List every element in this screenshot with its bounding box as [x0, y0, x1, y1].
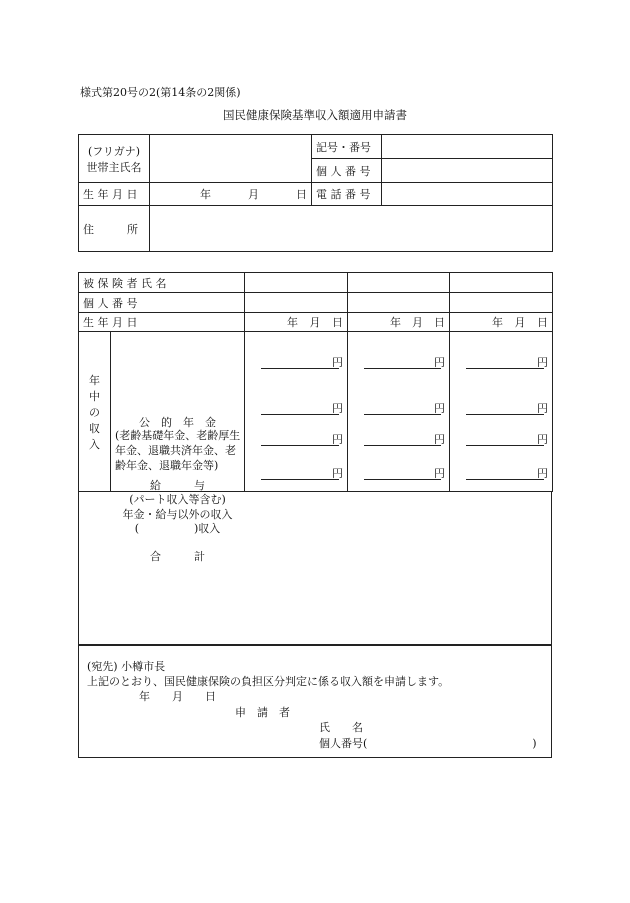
yen-mark: 円	[537, 356, 549, 369]
annual-income-label	[79, 332, 111, 492]
yen-mark: 円	[434, 467, 446, 480]
householder-name-field[interactable]	[150, 135, 312, 183]
insured-birth-2[interactable]	[348, 313, 450, 332]
other-amount-line	[466, 445, 544, 446]
applicant-name-label[interactable]: 氏 名	[319, 721, 363, 734]
insured-birth-1[interactable]	[245, 313, 348, 332]
yen-mark: 円	[434, 356, 446, 369]
other-income-detail: ( )収入	[134, 521, 221, 535]
insured-name-1[interactable]	[245, 273, 348, 293]
total-amount-line	[466, 479, 544, 480]
yen-mark: 円	[537, 433, 549, 446]
salary-amount-line	[466, 414, 544, 415]
insured-name-3[interactable]	[450, 273, 553, 293]
pension-label: 公 的 年 金	[139, 415, 216, 429]
address-label: 住 所	[79, 206, 150, 252]
day-unit: 日	[332, 316, 344, 329]
month-unit: 月	[309, 316, 321, 329]
salary-detail: (パート収入等含む)	[129, 492, 226, 506]
insured-table	[78, 272, 553, 563]
annual-char: 入	[89, 437, 100, 451]
year-unit: 年	[287, 316, 299, 329]
statement-text: 上記のとおり、国民健康保険の負担区分判定に係る収入額を申請します。	[87, 675, 450, 688]
insured-name-label: 被 保 険 者 氏 名	[79, 273, 245, 293]
yen-mark: 円	[332, 433, 344, 446]
yen-mark: 円	[332, 402, 344, 415]
total-amount-line	[364, 479, 441, 480]
applicant-personal-number[interactable]: 個人番号( )	[319, 737, 537, 750]
salary-label: 給 与	[150, 478, 205, 492]
kigo-bango-label: 記号・番号	[312, 135, 382, 159]
addressee: (宛先) 小樽市長	[87, 660, 166, 673]
insured-birth-3[interactable]	[450, 313, 553, 332]
application-date[interactable]: 年 月 日	[139, 690, 216, 703]
insured-number-2[interactable]	[348, 293, 450, 313]
phone-label: 電 話 番 号	[312, 183, 382, 206]
yen-mark: 円	[434, 402, 446, 415]
pension-amount-line	[261, 368, 339, 369]
other-amount-line	[261, 445, 339, 446]
year-unit: 年	[492, 316, 504, 329]
insured-name-2[interactable]	[348, 273, 450, 293]
insured-income-2[interactable]	[348, 332, 450, 492]
birthdate-field[interactable]	[150, 183, 312, 206]
other-income-label: 年金・給与以外の収入	[122, 507, 233, 521]
year-unit: 年	[390, 316, 402, 329]
insured-number-1[interactable]	[245, 293, 348, 313]
phone-field[interactable]	[382, 183, 553, 206]
kojin-bango-label: 個 人 番 号	[312, 159, 382, 183]
form-title: 国民健康保険基準収入額適用申請書	[223, 108, 407, 122]
insured-income-1[interactable]	[245, 332, 348, 492]
birthdate-label: 生 年 月 日	[79, 183, 150, 206]
notes-area[interactable]	[78, 491, 552, 645]
income-categories	[111, 332, 245, 563]
address-field[interactable]	[150, 206, 553, 252]
other-amount-line	[364, 445, 441, 446]
pension-amount-line	[466, 368, 544, 369]
month-unit: 月	[514, 316, 526, 329]
total-label: 合 計	[150, 549, 205, 563]
householder-name-label: 世帯主氏名	[86, 160, 142, 174]
month-unit: 月	[412, 316, 424, 329]
application-statement	[78, 645, 552, 758]
yen-mark: 円	[537, 402, 549, 415]
day-unit: 日	[537, 316, 549, 329]
salary-amount-line	[364, 414, 441, 415]
yen-mark: 円	[434, 433, 446, 446]
insured-income-3[interactable]	[450, 332, 553, 492]
year-unit: 年	[200, 188, 211, 201]
day-unit: 日	[296, 188, 307, 201]
pension-detail: (老齢基礎年金、老齢厚生年金、退職共済年金、老齢年金、退職年金等)	[115, 428, 241, 472]
furigana-label: (フリガナ)	[87, 144, 141, 158]
yen-mark: 円	[332, 356, 344, 369]
insured-number-label: 個 人 番 号	[79, 293, 245, 313]
month-unit: 月	[248, 188, 259, 201]
annual-char: の	[89, 405, 100, 419]
yen-mark: 円	[537, 467, 549, 480]
annual-char: 中	[89, 389, 100, 403]
yen-mark: 円	[332, 467, 344, 480]
pension-amount-line	[364, 368, 441, 369]
form-number: 様式第20号の2(第14条の2関係)	[80, 86, 241, 99]
householder-name-header	[79, 135, 150, 183]
salary-amount-line	[261, 414, 339, 415]
insured-birth-label: 生 年 月 日	[79, 313, 245, 332]
kigo-bango-field[interactable]	[382, 135, 553, 159]
insured-number-3[interactable]	[450, 293, 553, 313]
applicant-label: 申 請 者	[235, 706, 290, 719]
annual-char: 年	[89, 373, 100, 387]
annual-char: 収	[89, 421, 100, 435]
kojin-bango-field[interactable]	[382, 159, 553, 183]
day-unit: 日	[434, 316, 446, 329]
total-amount-line	[261, 479, 339, 480]
householder-table	[78, 134, 553, 252]
